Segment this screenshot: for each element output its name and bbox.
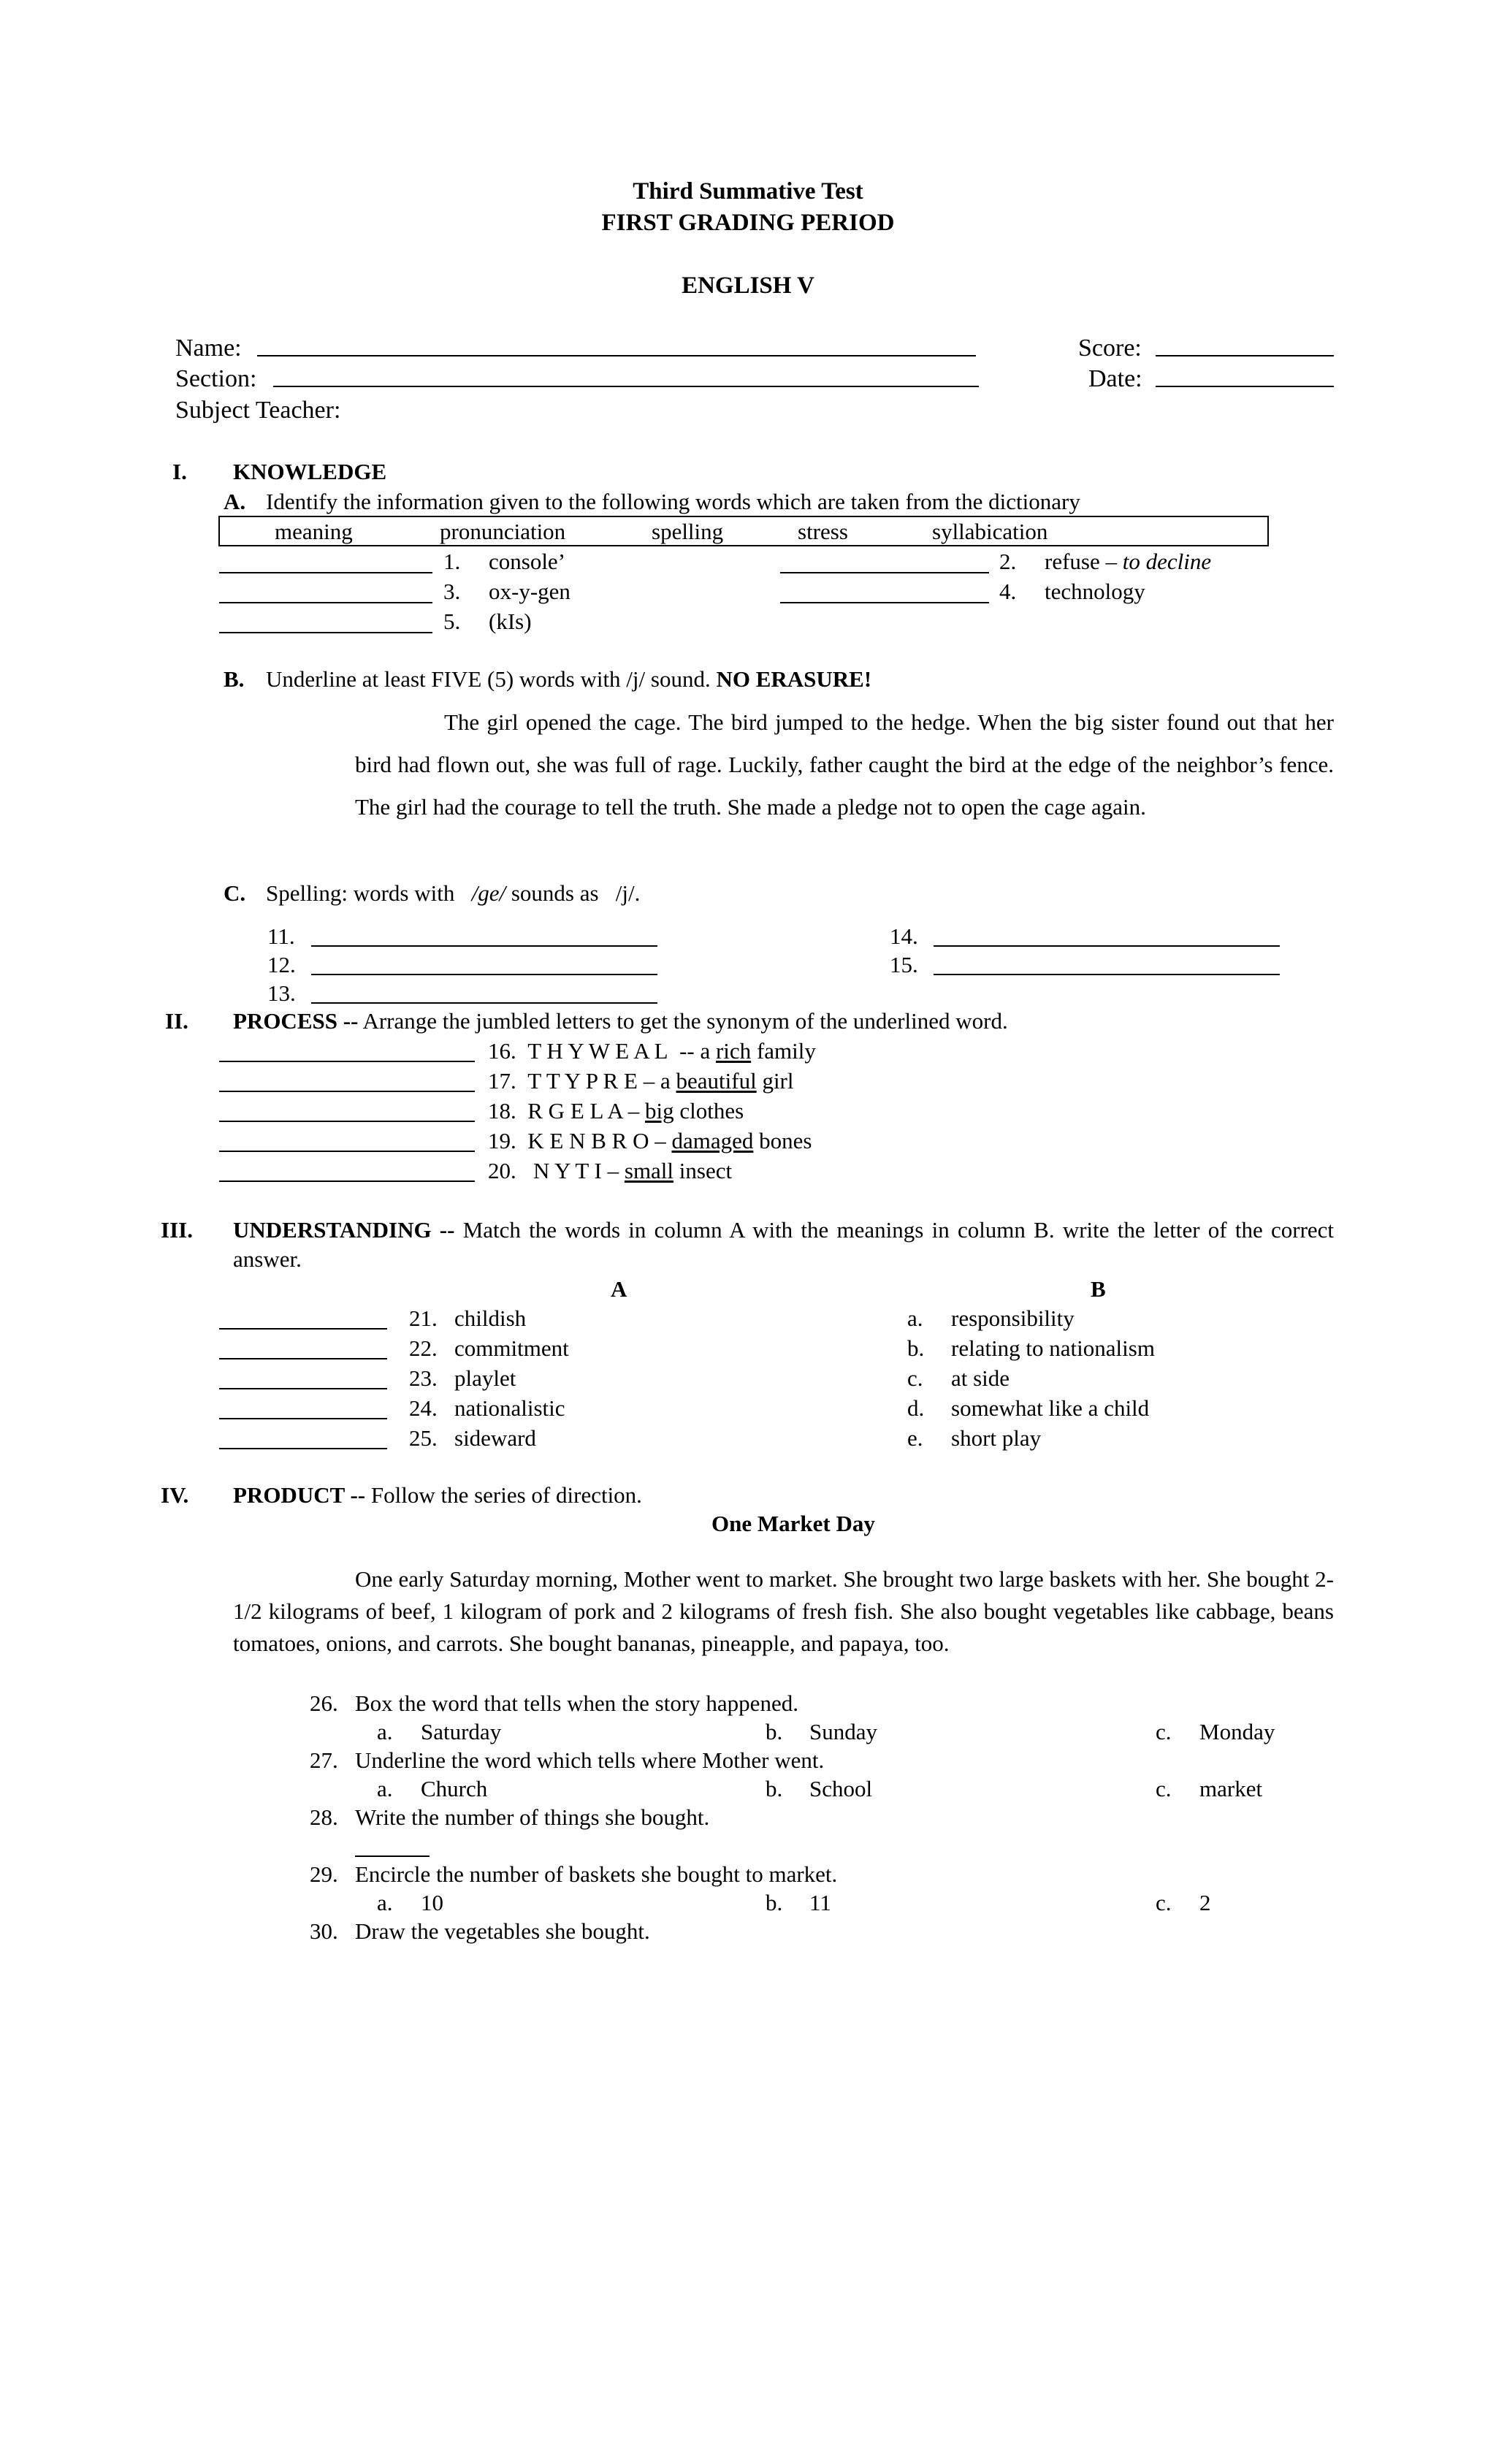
answer-line-2[interactable] <box>780 572 989 573</box>
choice-pronunciation: pronunciation <box>440 519 566 544</box>
item-24-number: 24. <box>409 1395 438 1421</box>
item-13-number: 13. <box>267 980 296 1006</box>
q26-option-a[interactable]: Saturday <box>421 1719 502 1744</box>
item-17: 17. T T Y P R E – a beautiful girl <box>488 1068 794 1094</box>
q30-number: 30. <box>310 1918 338 1944</box>
item-4-number: 4. <box>999 579 1017 604</box>
q26-option-a-letter: a. <box>377 1719 393 1744</box>
q29-option-c[interactable]: 2 <box>1199 1890 1211 1915</box>
section-3-heading: UNDERSTANDING -- Match the words in column A with the meanings in column B. write the letter of the correct answer. <box>233 1217 1335 1272</box>
section-1-number: I. <box>172 459 187 484</box>
part-b-instruction: Underline at least FIVE (5) words with /j/ sound. NO ERASURE! <box>266 666 872 692</box>
item-5-word: (kIs) <box>489 609 532 634</box>
item-22-word: commitment <box>454 1335 569 1361</box>
meaning-d-letter: d. <box>907 1395 925 1421</box>
answer-line-1[interactable] <box>219 572 432 573</box>
answer-line-20[interactable] <box>219 1180 475 1182</box>
answer-line-5[interactable] <box>219 632 432 633</box>
item-3-number: 3. <box>443 579 461 604</box>
answer-line-19[interactable] <box>219 1151 475 1152</box>
meaning-d-text: somewhat like a child <box>951 1395 1150 1421</box>
q27-option-b-letter: b. <box>766 1776 783 1801</box>
score-label: Score: <box>1078 335 1142 362</box>
answer-line-22[interactable] <box>219 1358 387 1359</box>
score-field[interactable] <box>1156 355 1334 356</box>
grading-period: FIRST GRADING PERIOD <box>601 210 895 236</box>
q28-text: Write the number of things she bought. <box>355 1804 710 1830</box>
name-label: Name: <box>175 335 242 362</box>
q29-option-b-letter: b. <box>766 1890 783 1915</box>
choice-syllabication: syllabication <box>932 519 1048 544</box>
item-3-word: ox-y-gen <box>489 579 570 604</box>
answer-line-12[interactable] <box>311 974 657 975</box>
item-5-number: 5. <box>443 609 461 634</box>
item-16: 16. T H Y W E A L -- a rich family <box>488 1038 816 1064</box>
section-label: Section: <box>175 365 257 392</box>
meaning-c-letter: c. <box>907 1365 923 1391</box>
story-passage: One early Saturday morning, Mother went to market. She brought two large baskets with her. She bought 2-1/2 kilograms of beef, 1 kilogram of pork and 2 kilograms of fresh fish. She also bought vegetables like cabbage, beans tomatoes, onions, and carrots. She bought bananas, pineapple, and papaya, too. <box>233 1566 1334 1656</box>
meaning-b-letter: b. <box>907 1335 925 1361</box>
choice-spelling: spelling <box>652 519 724 544</box>
section-1-title: KNOWLEDGE <box>233 459 387 484</box>
column-b-header: B <box>1091 1276 1106 1302</box>
answer-line-14[interactable] <box>934 945 1280 947</box>
answer-line-15[interactable] <box>934 974 1280 975</box>
meaning-e-text: short play <box>951 1425 1042 1451</box>
story-title: One Market Day <box>711 1511 875 1536</box>
meaning-e-letter: e. <box>907 1425 923 1451</box>
part-c-instruction: Spelling: words with /ge/ sounds as /j/. <box>266 880 641 906</box>
q29-option-c-letter: c. <box>1156 1890 1172 1915</box>
part-c-letter: C. <box>224 880 246 906</box>
part-a-letter: A. <box>224 489 246 514</box>
q26-option-b[interactable]: Sunday <box>809 1719 877 1744</box>
item-18: 18. R G E L A – big clothes <box>488 1098 744 1124</box>
q27-option-b[interactable]: School <box>809 1776 873 1801</box>
answer-line-24[interactable] <box>219 1418 387 1419</box>
date-label: Date: <box>1088 365 1142 392</box>
q26-option-c-letter: c. <box>1156 1719 1172 1744</box>
q27-option-c-letter: c. <box>1156 1776 1172 1801</box>
q27-option-c[interactable]: market <box>1199 1776 1263 1801</box>
q29-option-a-letter: a. <box>377 1890 393 1915</box>
q27-option-a-letter: a. <box>377 1776 393 1801</box>
item-21-word: childish <box>454 1305 527 1331</box>
item-24-word: nationalistic <box>454 1395 565 1421</box>
item-15-number: 15. <box>890 952 918 977</box>
item-23-word: playlet <box>454 1365 516 1391</box>
meaning-a-letter: a. <box>907 1305 923 1331</box>
choice-stress: stress <box>798 519 848 544</box>
item-11-number: 11. <box>267 923 295 949</box>
teacher-label: Subject Teacher: <box>175 397 341 424</box>
q27-option-a[interactable]: Church <box>421 1776 488 1801</box>
q29-number: 29. <box>310 1861 338 1887</box>
section-3-number: III. <box>161 1217 193 1243</box>
part-b-letter: B. <box>224 666 245 692</box>
answer-line-18[interactable] <box>219 1121 475 1122</box>
q29-option-a[interactable]: 10 <box>421 1890 443 1915</box>
q26-option-b-letter: b. <box>766 1719 783 1744</box>
part-a-instruction: Identify the information given to the following words which are taken from the dictionary <box>266 489 1080 514</box>
choices-box <box>218 516 1269 546</box>
item-1-word: console’ <box>489 549 566 574</box>
meaning-c-text: at side <box>951 1365 1010 1391</box>
q29-option-b[interactable]: 11 <box>809 1890 831 1915</box>
item-1-number: 1. <box>443 549 461 574</box>
answer-line-11[interactable] <box>311 945 657 947</box>
item-19: 19. K E N B R O – damaged bones <box>488 1128 812 1153</box>
section-field[interactable] <box>273 386 979 387</box>
item-25-number: 25. <box>409 1425 438 1451</box>
answer-line-13[interactable] <box>311 1002 657 1004</box>
answer-line-4[interactable] <box>780 602 989 603</box>
q26-text: Box the word that tells when the story happened. <box>355 1690 798 1716</box>
answer-line-25[interactable] <box>219 1448 387 1449</box>
section-4-heading: PRODUCT -- Follow the series of direction. <box>233 1482 642 1508</box>
answer-line-3[interactable] <box>219 602 432 603</box>
item-2-word: refuse – to decline <box>1045 549 1212 574</box>
q28-number: 28. <box>310 1804 338 1830</box>
test-title: Third Summative Test <box>633 178 863 205</box>
q28-answer-line[interactable] <box>355 1855 430 1857</box>
item-23-number: 23. <box>409 1365 438 1391</box>
subject-title: ENGLISH V <box>682 272 814 299</box>
meaning-b-text: relating to nationalism <box>951 1335 1155 1361</box>
answer-line-21[interactable] <box>219 1328 387 1330</box>
item-14-number: 14. <box>890 923 918 949</box>
item-2-number: 2. <box>999 549 1017 574</box>
answer-line-17[interactable] <box>219 1091 475 1092</box>
section-2-heading: PROCESS -- Arrange the jumbled letters to get the synonym of the underlined word. <box>233 1008 1008 1034</box>
answer-line-16[interactable] <box>219 1061 475 1062</box>
column-a-header: A <box>611 1276 627 1302</box>
no-erasure-note: NO ERASURE! <box>716 666 872 692</box>
q29-text: Encircle the number of baskets she bought to market. <box>355 1861 838 1887</box>
item-2-meaning: to decline <box>1122 549 1212 574</box>
section-2-number: II. <box>165 1008 188 1034</box>
q26-option-c[interactable]: Monday <box>1199 1719 1275 1744</box>
q30-text: Draw the vegetables she bought. <box>355 1918 650 1944</box>
name-field[interactable] <box>257 355 976 356</box>
item-20: 20. N Y T I – small insect <box>488 1158 733 1183</box>
meaning-a-text: responsibility <box>951 1305 1075 1331</box>
q27-text: Underline the word which tells where Mother went. <box>355 1747 825 1773</box>
item-21-number: 21. <box>409 1305 438 1331</box>
part-b-passage: The girl opened the cage. The bird jumped to the hedge. When the big sister found out that her bird had flown out, she was full of rage. Luckily, father caught the bird at the edge of the neighbor’s fence. The girl had the courage to tell the truth. She made a pledge not to open the cage again. <box>355 709 1334 820</box>
choice-meaning: meaning <box>275 519 353 544</box>
item-12-number: 12. <box>267 952 296 977</box>
item-22-number: 22. <box>409 1335 438 1361</box>
q27-number: 27. <box>310 1747 338 1773</box>
section-4-number: IV. <box>161 1482 189 1508</box>
item-4-word: technology <box>1045 579 1145 604</box>
q26-number: 26. <box>310 1690 338 1716</box>
answer-line-23[interactable] <box>219 1388 387 1389</box>
item-25-word: sideward <box>454 1425 536 1451</box>
date-field[interactable] <box>1156 386 1334 387</box>
